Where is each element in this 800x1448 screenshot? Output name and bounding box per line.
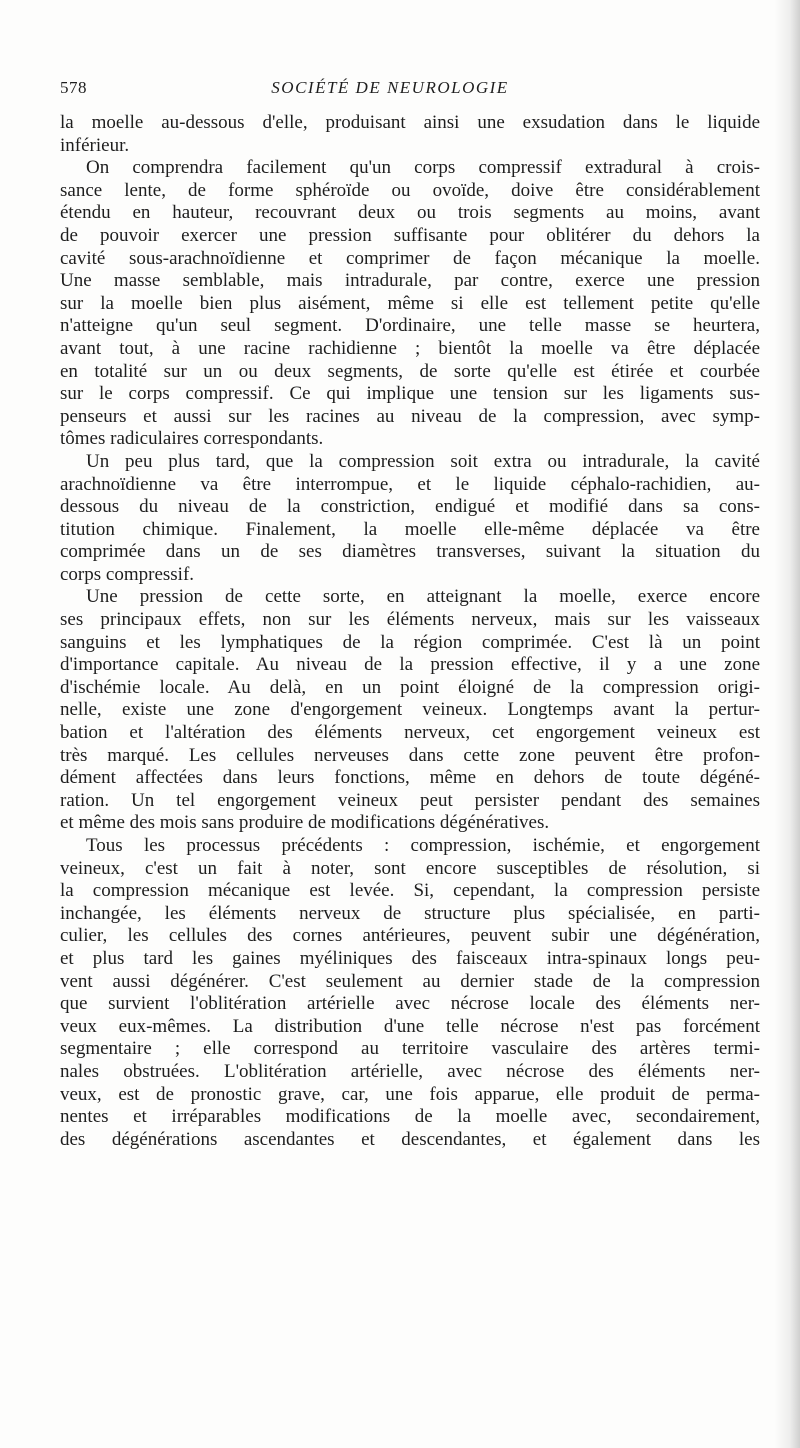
text-line: que survient l'oblitération artérielle avec nécrose locale des éléments ner-	[60, 993, 760, 1015]
text-line: et même des mois sans produire de modifications dégénératives.	[60, 812, 550, 834]
text-line: la compression mécanique est levée. Si, cependant, la compression persiste	[60, 880, 760, 902]
text-line: veineux, c'est un fait à noter, sont encore susceptibles de résolution, si	[60, 857, 760, 879]
text-line: Une masse semblable, mais intradurale, par contre, exerce une pression	[60, 270, 760, 292]
text-line: la moelle au-dessous d'elle, produisant ainsi une exsudation dans le liquide	[60, 112, 760, 133]
text-line: étendu en hauteur, recouvrant deux ou trois segments au moins, avant	[60, 202, 760, 224]
text-line: arachnoïdienne va être interrompue, et le liquide céphalo-rachidien, au-	[60, 473, 760, 495]
text-line: n'atteigne qu'un seul segment. D'ordinaire, une telle masse se heurtera,	[60, 315, 760, 337]
text-line: inférieur.	[60, 134, 130, 156]
text-line: sanguins et les lymphatiques de la région comprimée. C'est là un point	[60, 631, 760, 653]
text-line: comprimée dans un de ses diamètres transverses, suivant la situation du	[60, 541, 760, 563]
text-line: culier, les cellules des cornes antérieures, peuvent subir une dégénération,	[60, 925, 760, 947]
text-line: nelle, existe une zone d'engorgement veineux. Longtemps avant la pertur-	[60, 699, 760, 721]
text-line: sur le corps compressif. Ce qui implique une tension sur les ligaments sus-	[60, 383, 760, 405]
text-line: veux, est de pronostic grave, car, une fois apparue, elle produit de perma-	[60, 1083, 760, 1105]
text-line: vent aussi dégénérer. C'est seulement au dernier stade de la compression	[60, 970, 760, 992]
text-line: de pouvoir exercer une pression suffisante pour oblitérer du dehors la	[60, 224, 760, 246]
text-line: des dégénérations ascendantes et descendantes, et également dans les	[60, 1128, 760, 1150]
text-line: ration. Un tel engorgement veineux peut persister pendant des semaines	[60, 789, 760, 811]
paragraph-start-line: Une pression de cette sorte, en atteignant la moelle, exerce encore	[86, 586, 760, 608]
text-line: en totalité sur un ou deux segments, de sorte qu'elle est étirée et courbée	[60, 360, 760, 382]
text-line: titution chimique. Finalement, la moelle elle-même déplacée va être	[60, 518, 760, 540]
text-line: bation et l'altération des éléments nerveux, cet engorgement veineux est	[60, 722, 760, 744]
paragraph-start-line: Tous les processus précédents : compression, ischémie, et engorgement	[86, 835, 760, 856]
text-line: inchangée, les éléments nerveux de structure plus spécialisée, en parti-	[60, 902, 760, 924]
text-line: sance lente, de forme sphéroïde ou ovoïde, doive être considérablement	[60, 179, 760, 201]
text-line: et plus tard les gaines myéliniques des faisceaux intra-spinaux longs peu-	[60, 947, 760, 969]
text-line: penseurs et aussi sur les racines au niveau de la compression, avec symp-	[60, 405, 760, 427]
text-line: nales obstruées. L'oblitération artérielle, avec nécrose des éléments ner-	[60, 1060, 760, 1082]
body-text	[60, 112, 760, 1151]
text-line: dément affectées dans leurs fonctions, même en dehors de toute dégéné-	[60, 767, 760, 789]
text-line: sur la moelle bien plus aisément, même si elle est tellement petite qu'elle	[60, 292, 760, 314]
page-number: 578	[60, 78, 87, 97]
text-line: corps compressif.	[60, 563, 195, 585]
text-line: segmentaire ; elle correspond au territoire vasculaire des artères termi-	[60, 1038, 760, 1060]
text-line: cavité sous-arachnoïdienne et comprimer de façon mécanique la moelle.	[60, 247, 760, 269]
page-fold-shadow	[774, 0, 800, 1448]
text-line: très marqué. Les cellules nerveuses dans cette zone peuvent être profon-	[60, 744, 760, 766]
text-line: avant tout, à une racine rachidienne ; bientôt la moelle va être déplacée	[60, 337, 760, 359]
running-title: SOCIÉTÉ DE NEUROLOGIE	[271, 78, 509, 97]
text-line: ses principaux effets, non sur les éléments nerveux, mais sur les vaisseaux	[60, 609, 760, 631]
text-line: veux eux-mêmes. La distribution d'une telle nécrose n'est pas forcément	[60, 1015, 760, 1037]
paragraph-start-line: On comprendra facilement qu'un corps compressif extradural à crois-	[86, 157, 760, 179]
text-line: d'importance capitale. Au niveau de la pression effective, il y a une zone	[60, 654, 760, 676]
paragraph-start-line: Un peu plus tard, que la compression soit extra ou intradurale, la cavité	[86, 450, 760, 472]
page-header	[60, 78, 760, 104]
text-line: tômes radiculaires correspondants.	[60, 428, 324, 450]
text-line: d'ischémie locale. Au delà, en un point éloigné de la compression origi-	[60, 676, 760, 698]
text-line: dessous du niveau de la constriction, endigué et modifié dans sa cons-	[60, 496, 760, 518]
text-line: nentes et irréparables modifications de la moelle avec, secondairement,	[60, 1106, 760, 1128]
